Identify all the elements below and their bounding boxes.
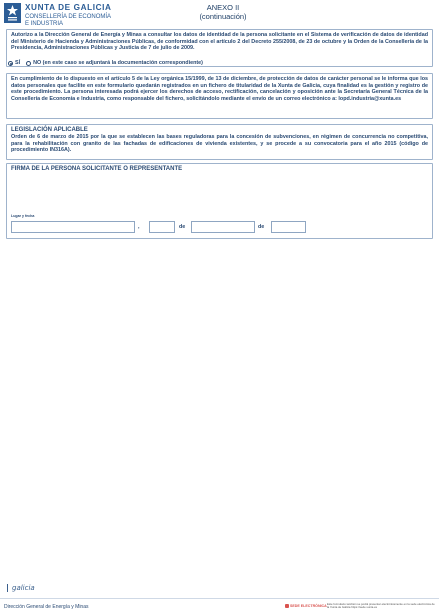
place-date-label: Lugar y fecha xyxy=(11,214,35,218)
day-input[interactable] xyxy=(149,221,175,233)
month-input[interactable] xyxy=(191,221,255,233)
directorate-name: Dirección General de Energía y Minas xyxy=(4,604,89,610)
org-name: XUNTA DE GALICIA xyxy=(25,3,112,12)
privacy-section xyxy=(6,73,433,119)
annex-title: ANEXO II xyxy=(206,3,240,12)
galicia-brand: galicia xyxy=(12,584,35,592)
option-yes-label: SÍ xyxy=(15,60,21,66)
de-label-1: de xyxy=(179,224,186,230)
department-name xyxy=(25,14,111,28)
comma-separator: , xyxy=(138,224,140,230)
place-input[interactable] xyxy=(11,221,135,233)
xunta-crest-icon xyxy=(4,3,21,23)
sede-text: Este formulario también se podrá presentar electrónicamente en la sede electrónica de la Xunta de Galicia https://sede.xunta.es xyxy=(327,602,435,610)
legislation-text: Orden de 6 de marzo de 2015 por la que se establecen las bases reguladoras para la concesión de subvenciones, en régimen de concurrencia no competitiva, para la rehabilitación con granito de las fachadas de edificaciones de vivienda existentes, y se procede a su convocatoria para el año 2015 (código de procedimiento IN316A). xyxy=(11,134,428,154)
signature-title: FIRMA DE LA PERSONA SOLICITANTE O REPRESENTANTE xyxy=(11,166,183,172)
department-line-1: CONSELLERÍA DE ECONOMÍA xyxy=(25,14,112,20)
annex-heading xyxy=(186,3,260,21)
option-no-label: NO (en este caso se adjuntará la documentación correspondiente) xyxy=(33,60,203,66)
footer-divider xyxy=(0,598,439,599)
radio-no[interactable] xyxy=(26,61,31,66)
de-label-2: de xyxy=(258,224,265,230)
annex-subtitle: (continuación) xyxy=(199,12,247,21)
galicia-logo-icon xyxy=(7,584,11,592)
privacy-text: En cumplimiento de lo dispuesto en el artículo 5 de la Ley orgánica 15/1999, de 13 de diciembre, de protección de datos de carácter personal se le informa que los datos personales que facilite en este formulario quedarán registrados en un fichero de titularidad de la Xunta de Galicia, cuya finalidad es la gestión y registro de este procedimiento. La persona interesada podrá ejercer los derechos de acceso, rectificación, cancelación y oposición ante la Secretaría General Técnica de la Consellería de Economía e Industria, como responsable del fichero, solicitándolo mediante el envío de un correo electrónico a: lopd.industria@xunta.es xyxy=(11,76,428,103)
authorization-text: Autorizo a la Dirección General de Energía y Minas a consultar los datos de identidad de la persona solicitante en el Sistema de verificación de datos de identidad del Ministerio de Hacienda y Administraciones Públicas, de conformidad con el artículo 2 del Decreto 255/2008, de 23 de octubre y la Orden de la Consellería de la Presidencia, Administraciones Públicas y Justicia de 7 de julio de 2009. xyxy=(11,32,428,52)
department-line-2: E INDUSTRIA xyxy=(25,21,64,27)
sede-electronica-icon xyxy=(285,604,289,608)
legislation-title: LEGISLACIÓN APLICABLE xyxy=(11,127,88,133)
radio-yes[interactable] xyxy=(8,61,13,66)
authorization-options xyxy=(8,60,203,66)
year-input[interactable] xyxy=(271,221,306,233)
legislation-section xyxy=(6,124,433,160)
sede-label: SEDE ELECTRÓNICA xyxy=(290,604,327,608)
